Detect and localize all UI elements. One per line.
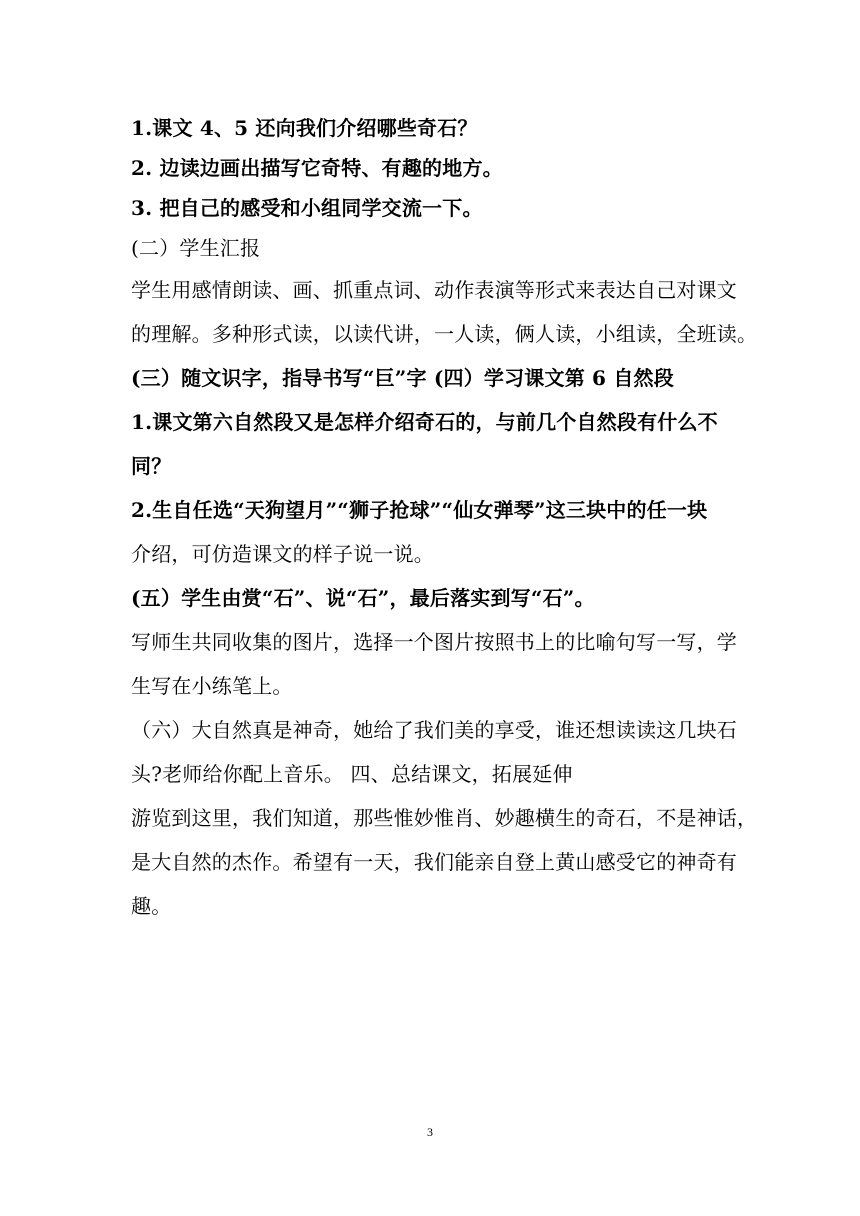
- paragraph-line: 1.课文第六自然段又是怎样介绍奇石的，与前几个自然段有什么不: [131, 410, 718, 434]
- paragraph-line: 是大自然的杰作。希望有一天，我们能亲自登上黄山感受它的神奇有: [131, 850, 737, 874]
- paragraph-line: 游览到这里，我们知道，那些惟妙惟肖、妙趣横生的奇石，不是神话，: [131, 806, 758, 830]
- question-line-1: 1.课文 4、5 还向我们介绍哪些奇石？: [131, 116, 478, 140]
- page-number: 3: [427, 1125, 433, 1139]
- question-line-3: 3. 把自己的感受和小组同学交流一下。: [131, 196, 483, 220]
- section-heading-3-4: (三）随文识字，指导书写“巨”字 (四）学习课文第 6 自然段: [131, 366, 674, 390]
- paragraph-line: 介绍，可仿造课文的样子说一说。: [131, 542, 434, 566]
- body-text: [131, 108, 758, 928]
- paragraph-line: 生写在小练笔上。: [131, 674, 293, 698]
- paragraph-line: 2.生自任选“天狗望月”“狮子抢球”“仙女弹琴”这三块中的任一块: [131, 498, 708, 522]
- paragraph-line: 学生用感情朗读、画、抓重点词、动作表演等形式来表达自己对课文: [131, 278, 737, 302]
- section-heading-5: (五）学生由赏“石”、说“石”，最后落实到写“石”。: [131, 586, 595, 610]
- paragraph-line: 趣。: [131, 894, 172, 918]
- section-heading-6: （六）大自然真是神奇，她给了我们美的享受，谁还想读读这几块石: [131, 718, 737, 742]
- paragraph-line: 的理解。多种形式读，以读代讲，一人读，俩人读，小组读，全班读。: [131, 322, 758, 346]
- paragraph-line: 头?老师给你配上音乐。 四、总结课文，拓展延伸: [131, 762, 573, 786]
- question-line-2: 2. 边读边画出描写它奇特、有趣的地方。: [131, 156, 503, 180]
- paragraph-line: 写师生共同收集的图片，选择一个图片按照书上的比喻句写一写，学: [131, 630, 737, 654]
- paragraph-line: 同？: [131, 454, 172, 478]
- section-heading-2: (二）学生汇报: [131, 236, 261, 260]
